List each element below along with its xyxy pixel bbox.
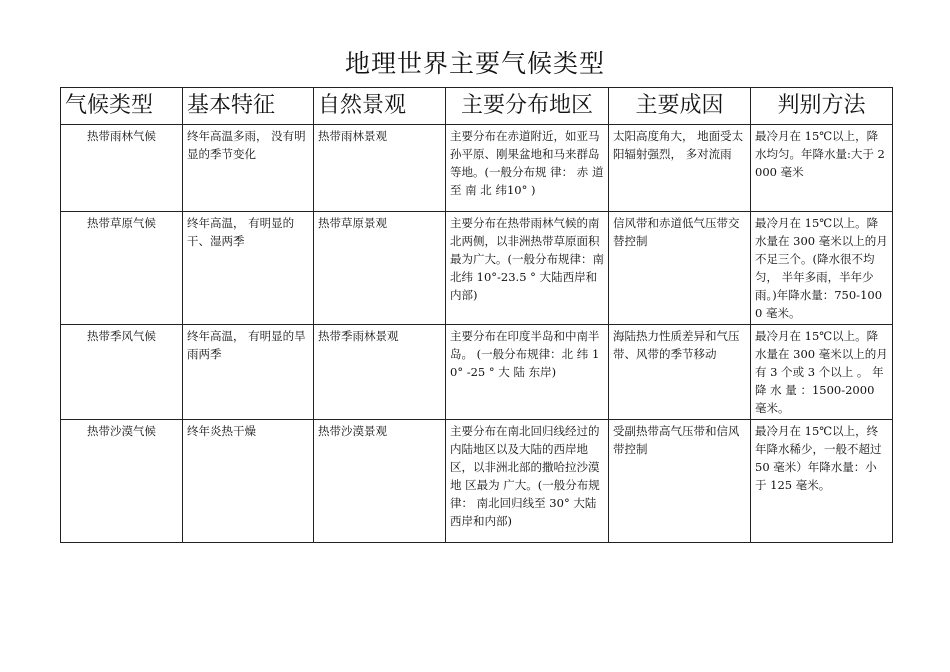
table-row [61, 212, 893, 325]
header-basic-feature: 基本特征 [183, 88, 314, 125]
cause-cell: 信风带和赤道低气压带交替控制 [609, 212, 751, 325]
distribution-cell: 主要分布在热带雨林气候的南北两侧，以非洲热带草原面积最为广大。(一般分布规律：南北纬 10°-23.5 ° 大陆西岸和内部) [446, 212, 609, 325]
distribution-cell: 主要分布在南北回归线经过的内陆地区以及大陆的西岸地区，以非洲北部的撒哈拉沙漠地 区最为 广大。(一般分布规律： 南北回归线至 30° 大陆西岸和内部) [446, 420, 609, 543]
table-header-row [61, 88, 893, 125]
climate-table [60, 87, 893, 543]
header-natural-landscape: 自然景观 [314, 88, 446, 125]
header-distribution: 主要分布地区 [446, 88, 609, 125]
header-climate-type: 气候类型 [61, 88, 183, 125]
cause-cell: 太阳高度角大， 地面受太阳辐射强烈， 多对流雨 [609, 125, 751, 212]
landscape-cell: 热带雨林景观 [314, 125, 446, 212]
method-cell: 最冷月在 15℃以上，降水均匀。年降水量:大于 2000 毫米 [751, 125, 893, 212]
header-method: 判别方法 [751, 88, 893, 125]
distribution-cell: 主要分布在印度半岛和中南半岛。 (一般分布规律：北 纬 10° -25 ° 大 陆 东岸) [446, 325, 609, 420]
cause-cell: 海陆热力性质差异和气压带、风带的季节移动 [609, 325, 751, 420]
table-row [61, 325, 893, 420]
feature-cell: 终年炎热干燥 [183, 420, 314, 543]
landscape-cell: 热带草原景观 [314, 212, 446, 325]
table-row [61, 125, 893, 212]
climate-type-cell: 热带沙漠气候 [61, 420, 183, 543]
climate-type-cell: 热带雨林气候 [61, 125, 183, 212]
distribution-cell: 主要分布在赤道附近，如亚马孙平原、刚果盆地和马来群岛等地。(一般分布规 律： 赤 道 至 南 北 纬10° ) [446, 125, 609, 212]
landscape-cell: 热带沙漠景观 [314, 420, 446, 543]
method-cell: 最冷月在 15℃以上。降水量在 300 毫米以上的月有 3 个或 3 个以上 。 年 降 水 量 ：1500-2000 毫米。 [751, 325, 893, 420]
landscape-cell: 热带季雨林景观 [314, 325, 446, 420]
method-cell: 最冷月在 15℃以上。降水量在 300 毫米以上的月不足三个。(降水很不均匀， 半年多雨，半年少雨。)年降水量：750-1000 毫米。 [751, 212, 893, 325]
method-cell: 最冷月在 15℃以上，终年降水稀少，一般不超过 50 毫米）年降水量：小于 125 毫米。 [751, 420, 893, 543]
header-cause: 主要成因 [609, 88, 751, 125]
cause-cell: 受副热带高气压带和信风带控制 [609, 420, 751, 543]
feature-cell: 终年高温， 有明显的干、湿两季 [183, 212, 314, 325]
page-title: 地理世界主要气候类型 [344, 49, 605, 78]
feature-cell: 终年高温多雨， 没有明显的季节变化 [183, 125, 314, 212]
feature-cell: 终年高温， 有明显的旱雨两季 [183, 325, 314, 420]
climate-type-cell: 热带草原气候 [61, 212, 183, 325]
table-row [61, 420, 893, 543]
climate-type-cell: 热带季风气候 [61, 325, 183, 420]
